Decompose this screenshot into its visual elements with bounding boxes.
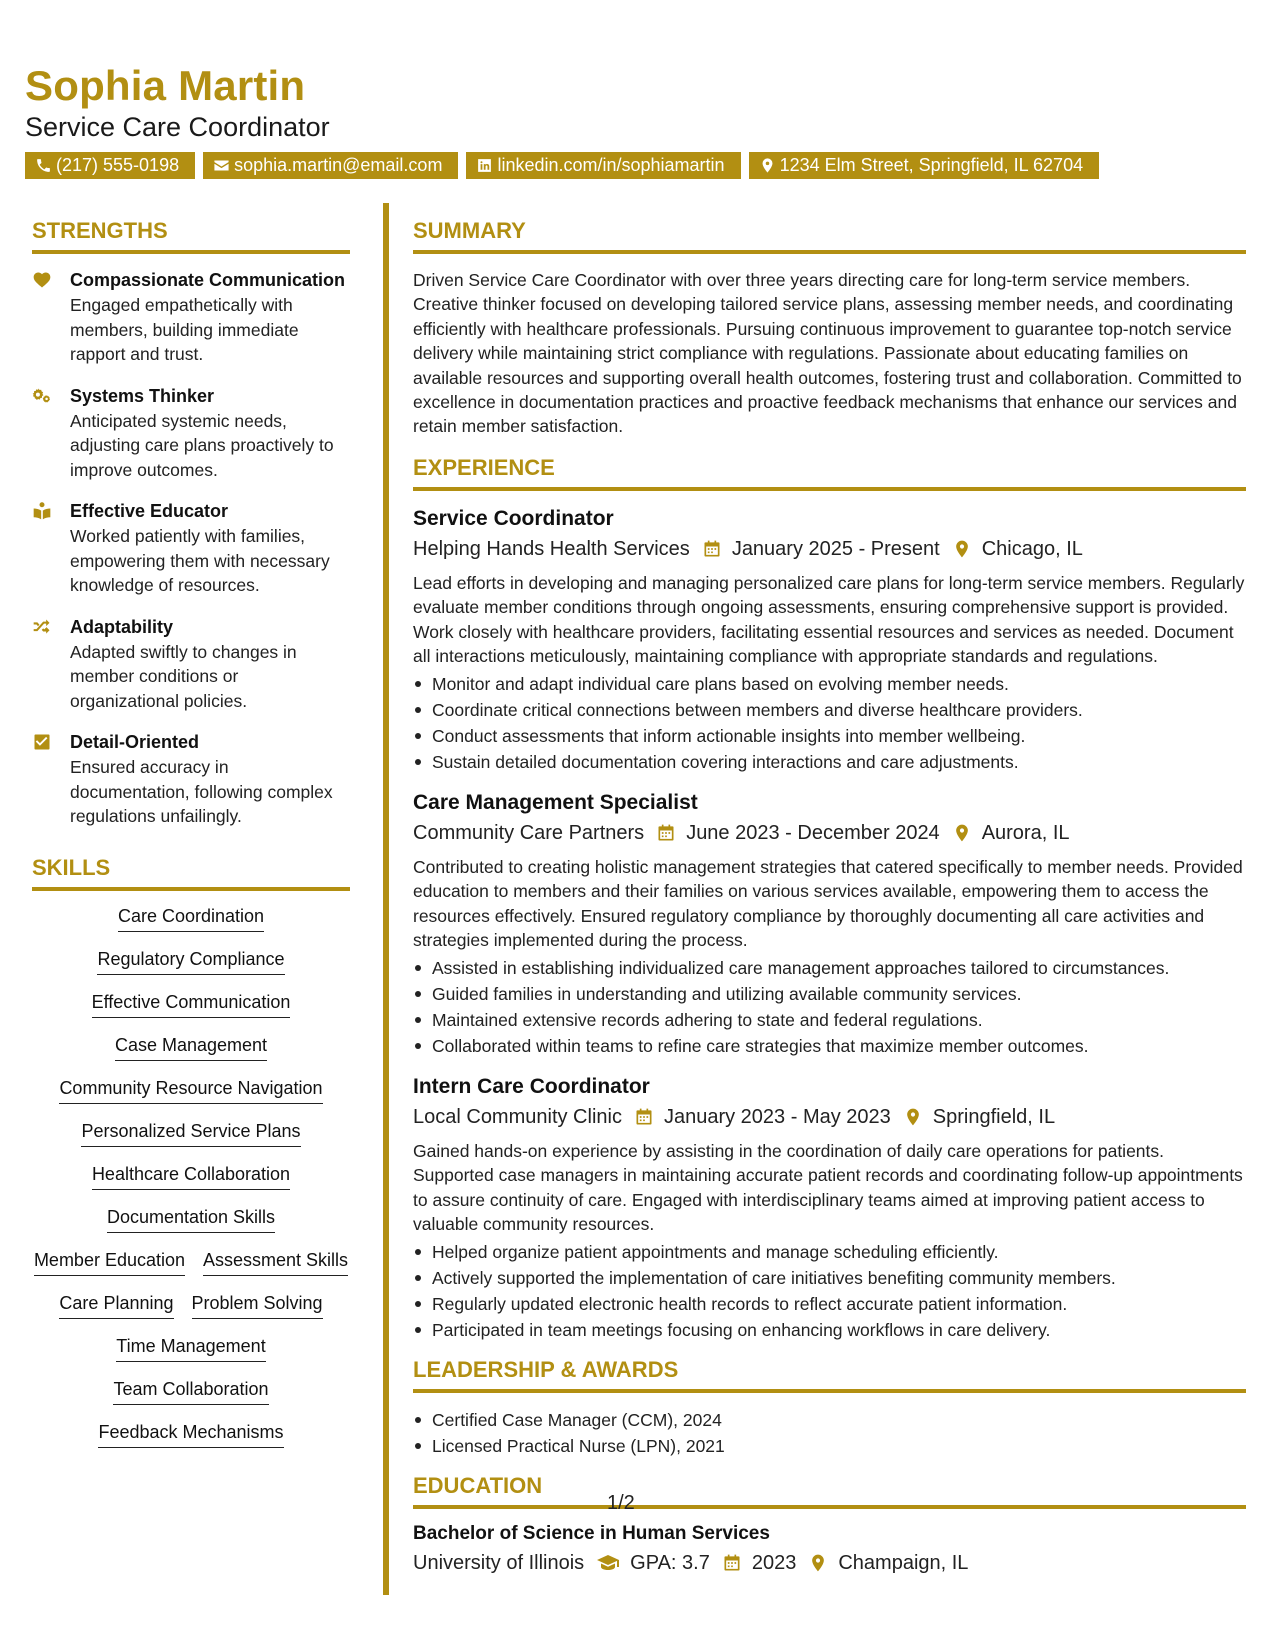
- map-pin-icon: [808, 1553, 828, 1573]
- skill-item: Time Management: [116, 1335, 265, 1362]
- envelope-icon: [213, 157, 230, 174]
- skill-item: Feedback Mechanisms: [98, 1421, 283, 1448]
- skill-item: Care Planning: [59, 1292, 173, 1319]
- list-item: Certified Case Manager (CCM), 2024: [413, 1407, 1246, 1433]
- job-title: Care Management Specialist: [413, 790, 698, 814]
- right-column: [413, 218, 1246, 1585]
- job-description: Lead efforts in developing and managing personalized care plans for long-term service members. Regularly evaluate member conditions through ongoing assessments, ensuring comprehensive support is provided. Work closely with healthcare providers, facilitating essential resources and services as needed. Document all interactions meticulously, maintaining compliance with appropriate standards and regulations.: [413, 572, 1245, 667]
- job-company: Local Community Clinic: [413, 1105, 622, 1128]
- job-title: Intern Care Coordinator: [413, 1074, 650, 1098]
- list-item: Monitor and adapt individual care plans based on evolving member needs.: [413, 671, 1246, 697]
- skill-item: Documentation Skills: [107, 1206, 275, 1233]
- strength-desc: Ensured accuracy in documentation, following complex regulations unfailingly.: [70, 757, 333, 826]
- strength-item: [32, 615, 350, 714]
- skill-item: Assessment Skills: [203, 1249, 348, 1276]
- education-gpa: GPA: 3.7: [630, 1551, 710, 1574]
- phone-icon: [35, 157, 52, 174]
- list-item: Maintained extensive records adhering to state and federal regulations.: [413, 1007, 1246, 1033]
- contact-address-text: 1234 Elm Street, Springfield, IL 62704: [779, 155, 1084, 175]
- reader-icon: [32, 501, 52, 521]
- list-item: Assisted in establishing individualized care management approaches tailored to circumstances.: [413, 955, 1246, 981]
- education-location: Champaign, IL: [838, 1551, 969, 1574]
- column-divider: [383, 203, 389, 1595]
- job-location: Springfield, IL: [932, 1105, 1056, 1128]
- shuffle-icon: [32, 617, 52, 637]
- job-description: Gained hands-on experience by assisting in the coordination of daily care operations for patients. Supported case managers in maintaining accurate patient records and coordinating follow-up appointments to assure continuity of care. Engaged with interdisciplinary teams aimed at improving patient access to valuable community resources.: [413, 1140, 1243, 1235]
- skill-item: Community Resource Navigation: [59, 1077, 322, 1104]
- list-item: Collaborated within teams to refine care strategies that maximize member outcomes.: [413, 1033, 1246, 1059]
- skill-item: Case Management: [115, 1034, 267, 1061]
- summary-text: Driven Service Care Coordinator with over three years directing care for long-term service members. Creative thinker focused on developing tailored service plans, assessing member needs, and coordinating efficiently with healthcare professionals. Pursuing continuous improvement to guarantee top-notch service delivery while maintaining strict compliance with regulations. Passionate about educating families on available resources and supporting overall health outcomes, fostering trust and collaboration. Committed to excellence in documentation practices and proactive feedback mechanisms that enhance our services and retain member satisfaction.: [413, 270, 1242, 437]
- left-column: [32, 218, 350, 1448]
- strength-item: [32, 268, 350, 367]
- contact-phone[interactable]: [25, 152, 195, 179]
- list-item: Helped organize patient appointments and manage scheduling efficiently.: [413, 1239, 1246, 1265]
- gears-icon: [32, 386, 52, 406]
- strength-item: [32, 730, 350, 829]
- skill-item: Problem Solving: [192, 1292, 323, 1319]
- experience-heading: EXPERIENCE: [413, 455, 1246, 491]
- skills-list: [32, 905, 350, 1448]
- job-location: Chicago, IL: [981, 537, 1083, 560]
- education-year: 2023: [751, 1551, 797, 1574]
- job-title: Service Coordinator: [413, 506, 614, 530]
- calendar-icon: [702, 539, 722, 559]
- strength-desc: Adapted swiftly to changes in member conditions or organizational policies.: [70, 641, 297, 711]
- contact-address[interactable]: [749, 152, 1100, 179]
- job-entry: [413, 789, 1246, 1059]
- map-pin-icon: [952, 539, 972, 559]
- skill-item: Team Collaboration: [113, 1378, 268, 1405]
- education-degree: Bachelor of Science in Human Services: [413, 1522, 770, 1544]
- list-item: Participated in team meetings focusing on enhancing workflows in care delivery.: [413, 1317, 1246, 1343]
- strength-item: [32, 499, 350, 598]
- job-bullets: [413, 1239, 1246, 1343]
- education-heading: EDUCATION: [413, 1473, 1246, 1509]
- skill-item: Regulatory Compliance: [97, 948, 284, 975]
- strengths-heading: STRENGTHS: [32, 218, 350, 254]
- education-school: University of Illinois: [413, 1551, 585, 1574]
- strength-title: Systems Thinker: [70, 385, 215, 406]
- job-bullets: [413, 671, 1246, 775]
- list-item: Actively supported the implementation of care initiatives benefiting community members.: [413, 1265, 1246, 1291]
- candidate-title: Service Care Coordinator: [25, 112, 330, 142]
- list-item: Coordinate critical connections between members and diverse healthcare providers.: [413, 697, 1246, 723]
- skill-item: Care Coordination: [118, 905, 264, 932]
- contact-linkedin-text: linkedin.com/in/sophiamartin: [497, 155, 725, 175]
- job-meta: [413, 535, 1246, 563]
- contact-bar: [25, 152, 1099, 179]
- map-pin-icon: [759, 157, 776, 174]
- page-number: 1/2: [607, 1492, 635, 1514]
- strength-title: Adaptability: [70, 616, 174, 637]
- summary-heading: SUMMARY: [413, 218, 1246, 254]
- map-pin-icon: [903, 1107, 923, 1127]
- job-company: Community Care Partners: [413, 821, 645, 844]
- checkbox-icon: [32, 732, 52, 752]
- job-location: Aurora, IL: [981, 821, 1070, 844]
- candidate-name: Sophia Martin: [25, 62, 306, 109]
- skills-heading: SKILLS: [32, 855, 350, 891]
- list-item: Guided families in understanding and utilizing available community services.: [413, 981, 1246, 1007]
- strength-item: [32, 384, 350, 483]
- skill-item: Member Education: [34, 1249, 185, 1276]
- job-dates: January 2025 - Present: [731, 537, 940, 560]
- contact-linkedin[interactable]: [466, 152, 740, 179]
- strength-desc: Anticipated systemic needs, adjusting care plans proactively to improve outcomes.: [70, 410, 334, 480]
- map-pin-icon: [952, 823, 972, 843]
- strength-title: Compassionate Communication: [70, 270, 346, 290]
- skill-item: Healthcare Collaboration: [92, 1163, 290, 1190]
- job-meta: [413, 819, 1246, 847]
- awards-heading: LEADERSHIP & AWARDS: [413, 1357, 1246, 1393]
- education-meta: [413, 1549, 1246, 1577]
- contact-email-text: sophia.martin@email.com: [234, 155, 443, 175]
- calendar-icon: [656, 823, 676, 843]
- contact-phone-text: (217) 555-0198: [56, 155, 180, 175]
- skill-item: Effective Communication: [92, 991, 291, 1018]
- awards-list: [413, 1407, 1246, 1459]
- job-bullets: [413, 955, 1246, 1059]
- list-item: Conduct assessments that inform actionable insights into member wellbeing.: [413, 723, 1246, 749]
- calendar-icon: [722, 1553, 742, 1573]
- contact-email[interactable]: [203, 152, 458, 179]
- job-company: Helping Hands Health Services: [413, 537, 690, 560]
- list-item: Sustain detailed documentation covering interactions and care adjustments.: [413, 749, 1246, 775]
- graduation-cap-icon: [596, 1551, 620, 1575]
- job-meta: [413, 1103, 1246, 1131]
- job-description: Contributed to creating holistic management strategies that catered specifically to member needs. Provided education to members and their families on various services available, empowering them to access the resources effectively. Ensured regulatory compliance by thoroughly documenting all care activities and strategies implemented during the process.: [413, 856, 1243, 951]
- strength-title: Effective Educator: [70, 501, 229, 521]
- job-dates: January 2023 - May 2023: [663, 1105, 891, 1128]
- strength-desc: Worked patiently with families, empowering them with necessary knowledge of resources.: [70, 526, 330, 595]
- job-dates: June 2023 - December 2024: [686, 821, 940, 844]
- strength-title: Detail-Oriented: [70, 732, 200, 752]
- list-item: Licensed Practical Nurse (LPN), 2021: [413, 1433, 1246, 1459]
- list-item: Regularly updated electronic health records to reflect accurate patient information.: [413, 1291, 1246, 1317]
- strength-desc: Engaged empathetically with members, building immediate rapport and trust.: [70, 295, 299, 364]
- job-entry: [413, 1073, 1246, 1343]
- job-entry: [413, 505, 1246, 775]
- heart-icon: [32, 270, 52, 290]
- linkedin-icon: [476, 157, 493, 174]
- skill-item: Personalized Service Plans: [81, 1120, 300, 1147]
- calendar-icon: [634, 1107, 654, 1127]
